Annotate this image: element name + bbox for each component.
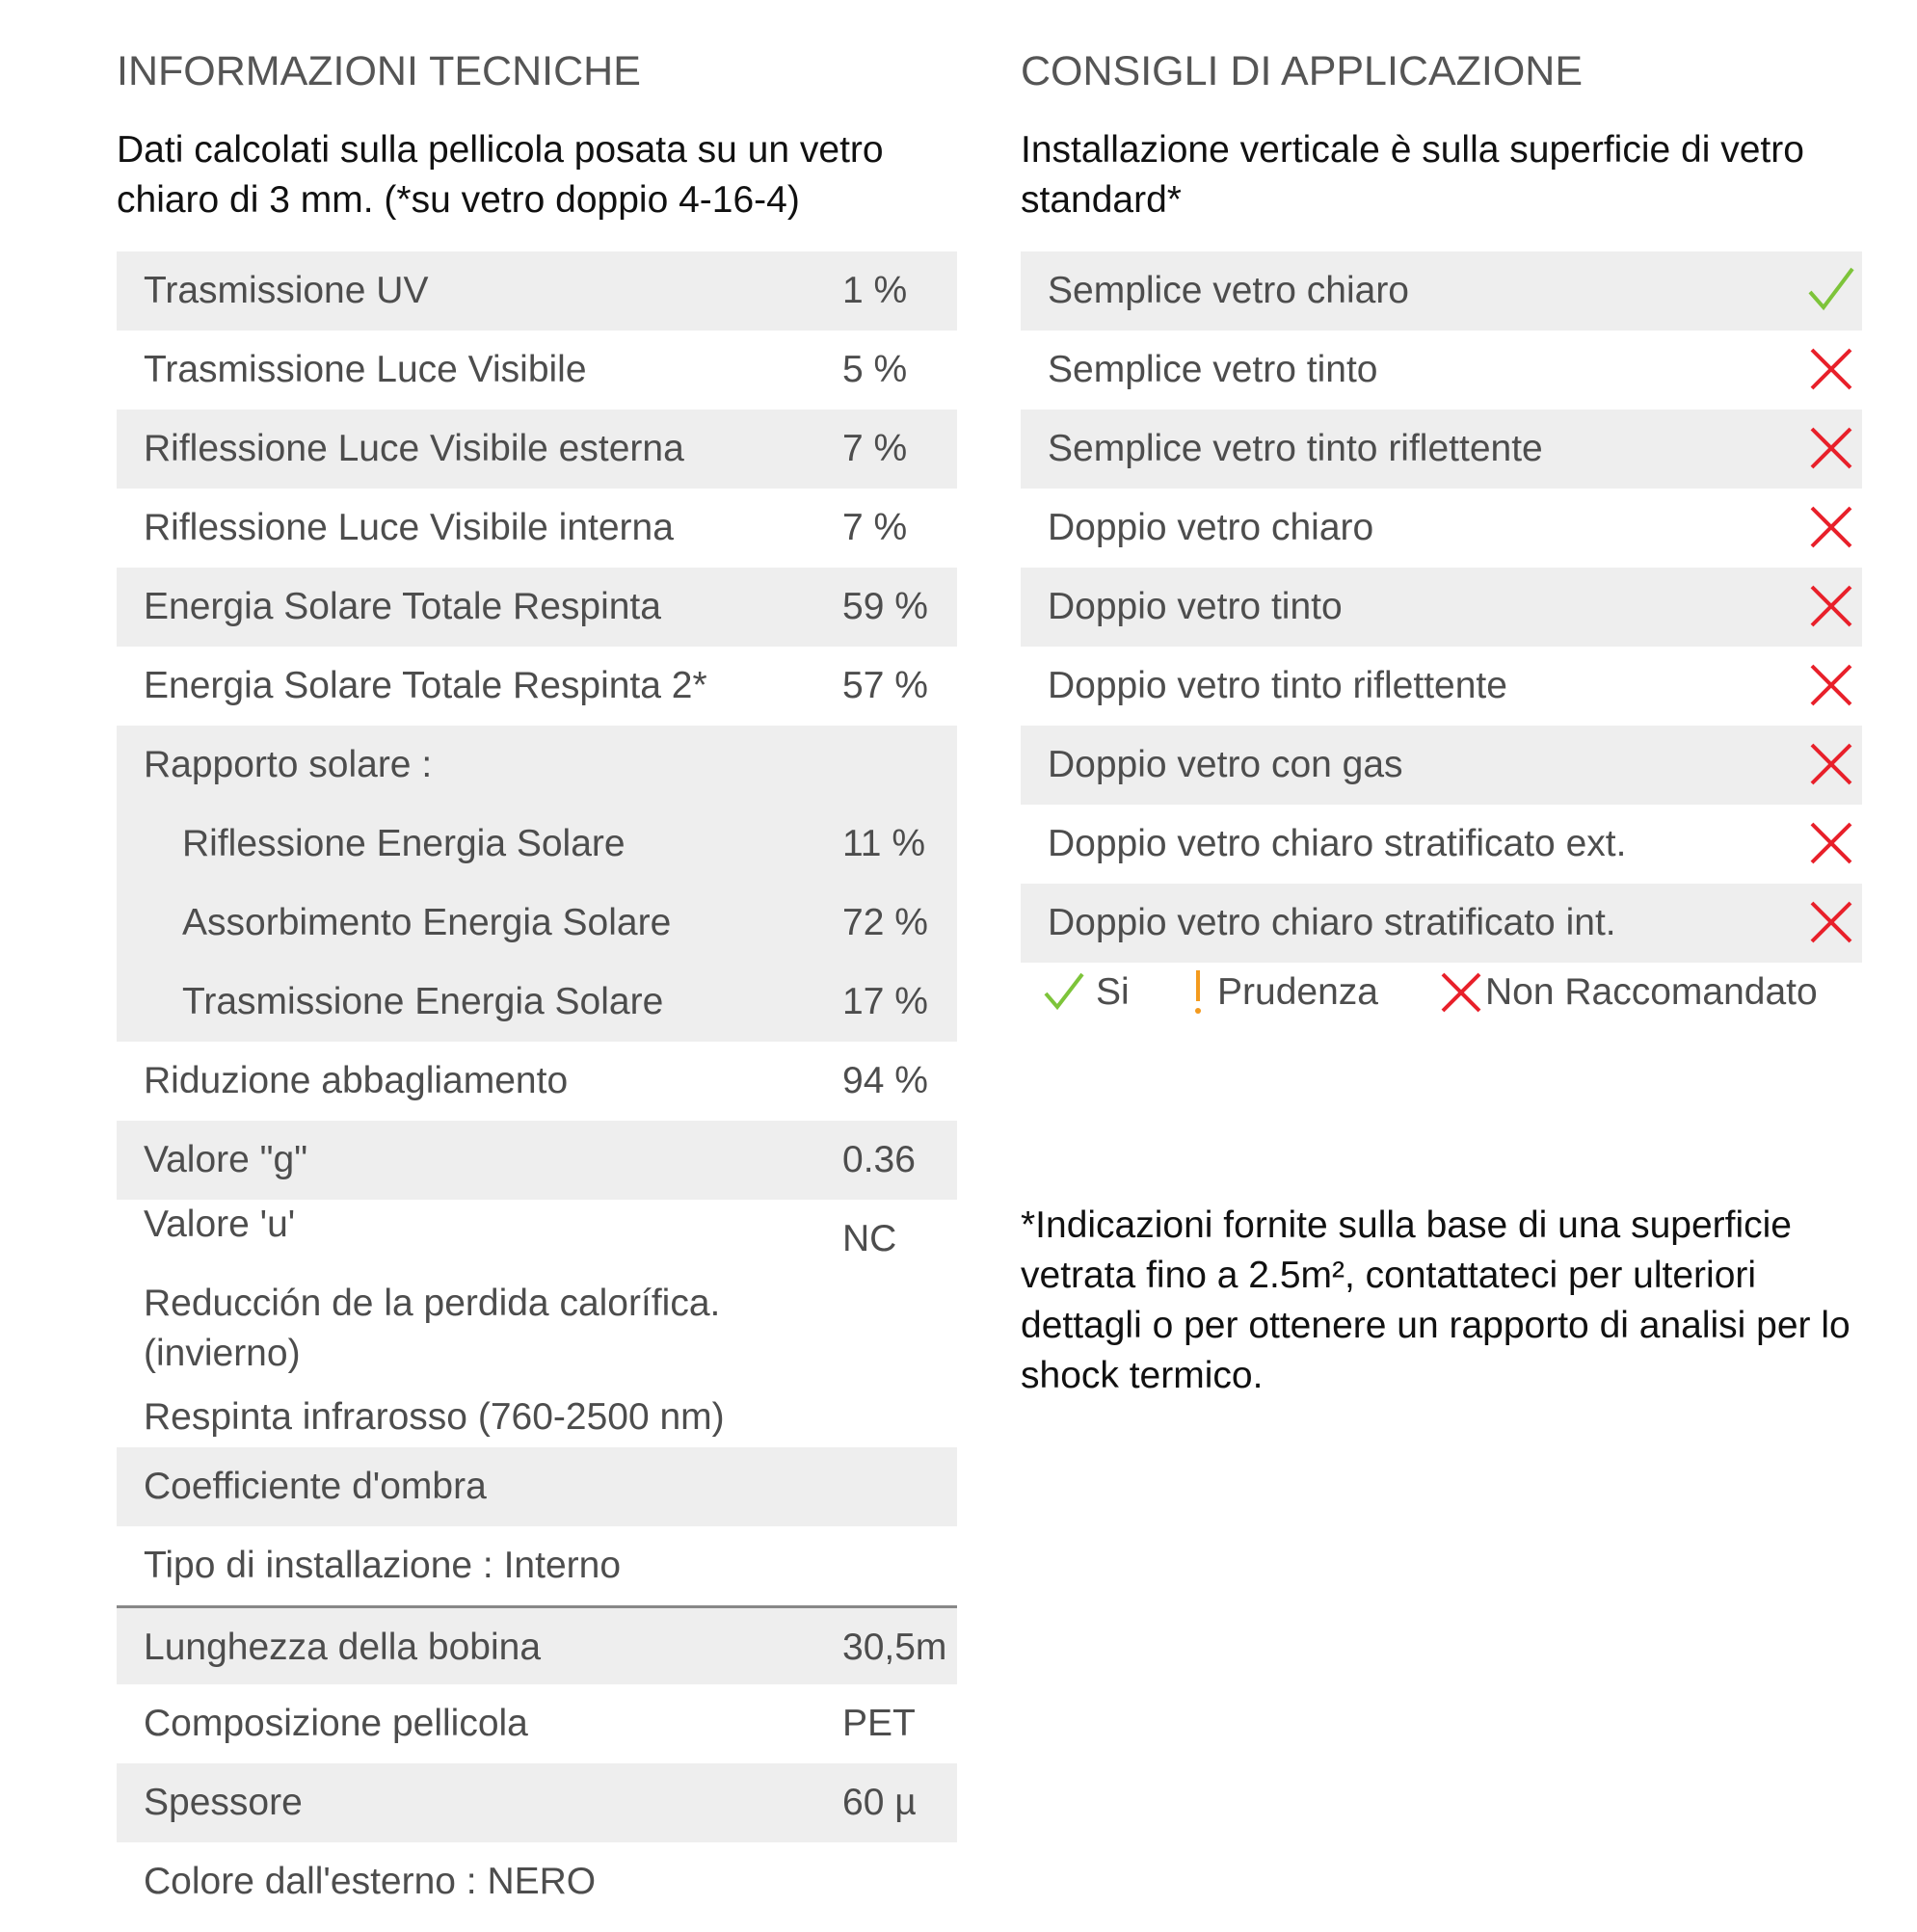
table-row [117, 1042, 957, 1121]
cross-icon [1439, 970, 1483, 1015]
cross-icon [1804, 658, 1858, 712]
row-label: Composizione pellicola [144, 1703, 528, 1744]
table-row [117, 1526, 957, 1605]
row-value: 94 % [842, 1060, 928, 1101]
table-row [117, 489, 957, 568]
row-label: Valore 'u' [144, 1204, 296, 1245]
row-label: Trasmissione UV [144, 270, 429, 311]
legend-caution [1188, 964, 1378, 1021]
cross-icon [1804, 895, 1858, 949]
table-row [117, 963, 957, 1042]
cross-icon [1804, 579, 1858, 633]
legend-caution-label: Prudenza [1217, 971, 1378, 1013]
check-icon [1042, 970, 1086, 1015]
cross-icon [1804, 737, 1858, 791]
list-item [1021, 410, 1862, 489]
technical-info-title: INFORMAZIONI TECNICHE [117, 48, 641, 94]
application-table [1021, 251, 1862, 963]
glass-type-label: Semplice vetro tinto riflettente [1048, 428, 1543, 469]
application-advice-intro: Installazione verticale è sulla superficie di vetro standard* [1021, 129, 1804, 221]
row-value: NC [842, 1218, 897, 1259]
list-item [1021, 805, 1862, 884]
row-value: 1 % [842, 270, 908, 311]
row-value: 7 % [842, 428, 908, 469]
footnote: *Indicazioni fornite sulla base di una superficie vetrata fino a 2.5m², contattateci per ulteriori dettagli o per ottenere un rapporto di analisi per lo shock termico. [1021, 1204, 1850, 1396]
row-value: 72 % [842, 902, 928, 943]
table-row [117, 331, 957, 410]
legend-yes [1042, 964, 1130, 1021]
row-value: 0.36 [842, 1139, 916, 1180]
list-item [1021, 251, 1862, 331]
row-value: 11 % [842, 823, 925, 864]
row-label: Assorbimento Energia Solare [182, 902, 672, 943]
glass-type-label: Semplice vetro tinto [1048, 349, 1378, 390]
row-label: Tipo di installazione : Interno [144, 1545, 622, 1586]
check-icon [1804, 263, 1858, 317]
cross-icon [1804, 342, 1858, 396]
cross-icon [1804, 816, 1858, 870]
table-row-u-value [117, 1200, 957, 1447]
glass-type-label: Doppio vetro chiaro stratificato ext. [1048, 823, 1627, 864]
row-value: 60 µ [842, 1782, 917, 1823]
legend-no-label: Non Raccomandato [1485, 971, 1818, 1013]
row-label: Riflessione Luce Visibile interna [144, 507, 674, 548]
glass-type-label: Doppio vetro tinto riflettente [1048, 665, 1507, 706]
heat-loss-line: Reducción de la perdida calorífica. [144, 1283, 721, 1324]
list-item [1021, 568, 1862, 647]
row-value: 7 % [842, 507, 908, 548]
list-item [1021, 489, 1862, 568]
infrared-rejection-label: Respinta infrarosso (760-2500 nm) [144, 1396, 725, 1438]
row-label: Colore dall'esterno : NERO [144, 1861, 597, 1902]
table-row [117, 726, 957, 805]
row-label: Riflessione Energia Solare [182, 823, 626, 864]
glass-type-label: Semplice vetro chiaro [1048, 270, 1409, 311]
list-item [1021, 331, 1862, 410]
row-value: 5 % [842, 349, 908, 390]
list-item [1021, 726, 1862, 805]
glass-type-label: Doppio vetro chiaro stratificato int. [1048, 902, 1616, 943]
row-label: Rapporto solare : [144, 744, 433, 785]
row-label: Spessore [144, 1782, 303, 1823]
technical-info-intro: Dati calcolati sulla pellicola posata su un vetro chiaro di 3 mm. (*su vetro doppio 4-16-4) [117, 129, 884, 221]
row-value: 30,5m [842, 1627, 947, 1668]
row-value: 59 % [842, 586, 928, 627]
row-label: Trasmissione Luce Visibile [144, 349, 587, 390]
legend-yes-label: Si [1096, 971, 1130, 1013]
winter-line: (invierno) [144, 1333, 301, 1374]
row-label: Riflessione Luce Visibile esterna [144, 428, 684, 469]
legend-no [1439, 964, 1818, 1021]
cross-icon [1804, 421, 1858, 475]
table-row [117, 1605, 957, 1684]
row-label: Coefficiente d'ombra [144, 1466, 487, 1507]
row-label: Riduzione abbagliamento [144, 1060, 569, 1101]
table-row [117, 1447, 957, 1526]
technical-table [117, 251, 957, 1921]
table-row [117, 647, 957, 726]
row-value: 57 % [842, 665, 928, 706]
glass-type-label: Doppio vetro tinto [1048, 586, 1343, 627]
table-row [117, 805, 957, 884]
row-label: Valore "g" [144, 1139, 308, 1180]
table-row [117, 1842, 957, 1921]
table-row [117, 884, 957, 963]
row-label: Trasmissione Energia Solare [182, 981, 664, 1022]
list-item [1021, 647, 1862, 726]
list-item [1021, 884, 1862, 963]
glass-type-label: Doppio vetro con gas [1048, 744, 1403, 785]
table-row [117, 251, 957, 331]
row-value: 17 % [842, 981, 928, 1022]
row-label: Energia Solare Totale Respinta [144, 586, 661, 627]
table-row [117, 568, 957, 647]
application-advice-title: CONSIGLI DI APPLICAZIONE [1021, 48, 1584, 94]
table-row [117, 1763, 957, 1842]
row-label: Energia Solare Totale Respinta 2* [144, 665, 707, 706]
table-row [117, 1684, 957, 1763]
table-row [117, 410, 957, 489]
legend [1021, 964, 1862, 1021]
cross-icon [1804, 500, 1858, 554]
row-value: PET [842, 1703, 916, 1744]
glass-type-label: Doppio vetro chiaro [1048, 507, 1374, 548]
table-row [117, 1121, 957, 1200]
row-label: Lunghezza della bobina [144, 1627, 542, 1668]
heat-loss-reduction-label [144, 1279, 720, 1379]
exclamation-icon [1188, 968, 1208, 1017]
